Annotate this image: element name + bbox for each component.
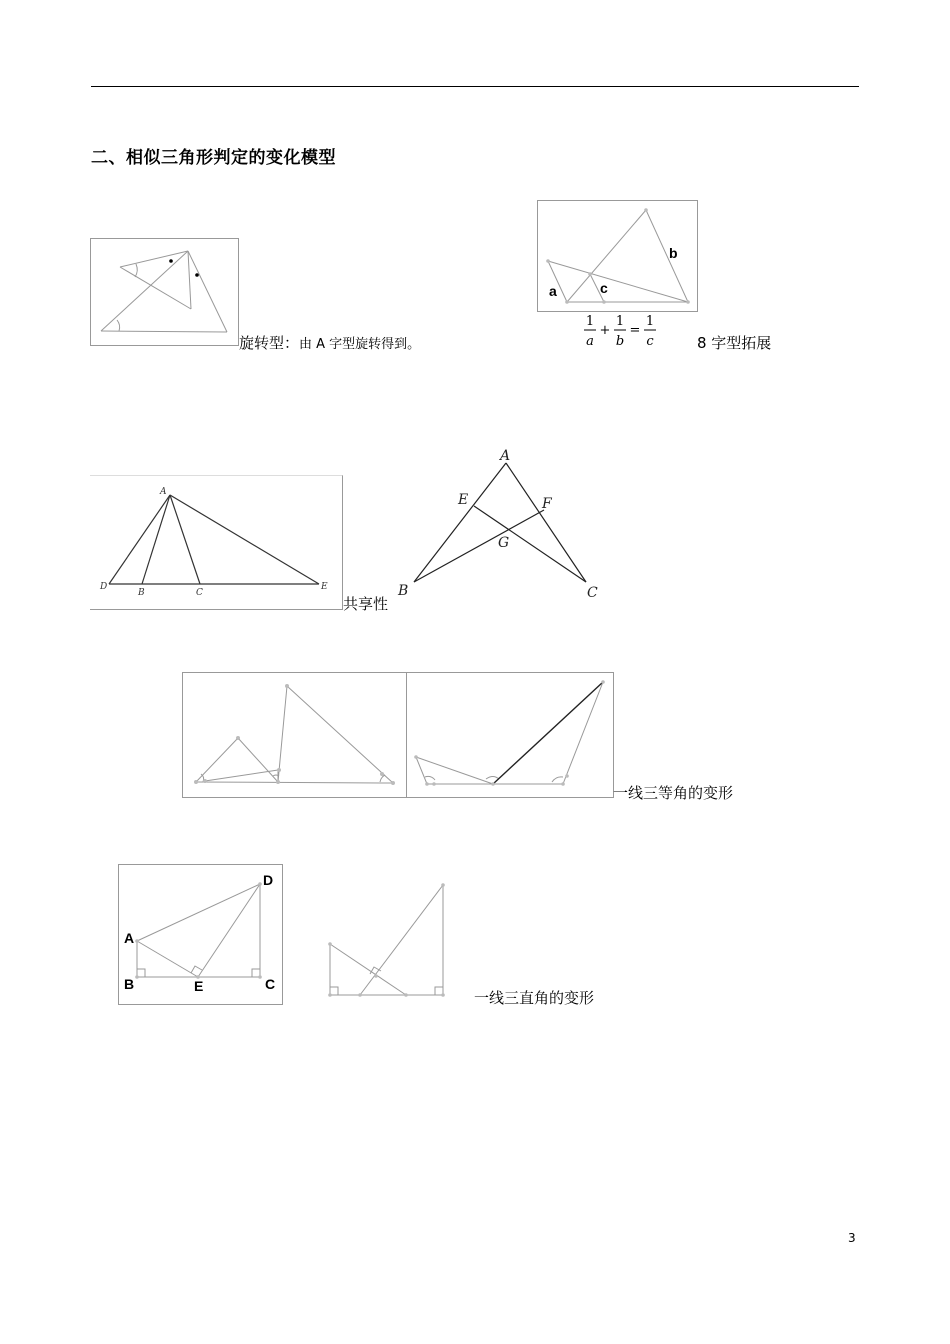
cross-label-G: G [498, 535, 510, 551]
eq-right-point [432, 782, 436, 786]
formula-equals: = [629, 323, 641, 338]
eq-right-point [414, 755, 418, 759]
formula-num-2: 1 [615, 314, 625, 329]
eq-right-point [601, 680, 605, 684]
eq-right-point [561, 782, 565, 786]
shared-figure [90, 475, 343, 610]
eight-line-1 [548, 261, 688, 302]
cross-label-A: A [500, 448, 511, 464]
formula-num-1: 1 [585, 314, 595, 329]
ra-right-point [358, 993, 362, 997]
eq-left-point [380, 772, 384, 776]
ra-left-label-C: C [265, 976, 276, 992]
eq-left-angle-arc [380, 775, 385, 782]
rot-dot-2 [195, 273, 199, 277]
eight-label-a: a [549, 283, 557, 299]
shared-label-D: D [100, 582, 108, 592]
eq-right-point [491, 782, 495, 786]
rot-edge-3 [120, 267, 191, 309]
eq-right-edge [416, 757, 493, 784]
cross-label-B: B [398, 583, 409, 599]
ra-right-edge [360, 885, 443, 995]
eq-left-point [236, 736, 240, 740]
equal-angles-figure-right [406, 672, 614, 798]
rotation-caption-main: 旋转型： [239, 334, 300, 352]
eight-point [686, 300, 690, 304]
ra-right-point [374, 974, 378, 978]
eight-point [546, 259, 550, 263]
eq-right-angle-arc [552, 777, 563, 782]
page-number: 3 [848, 1231, 856, 1245]
eight-point [602, 300, 606, 304]
formula-plus: + [599, 323, 611, 338]
ra-left-right-angle-E [191, 966, 202, 973]
eight-label-b: b [669, 245, 678, 261]
formula-den-1: a [586, 334, 594, 349]
cross-edge-BF [414, 510, 544, 582]
shared-diagram [90, 476, 342, 609]
eq-right-angle-arc [486, 777, 499, 780]
cross-label-F: F [542, 496, 552, 512]
right-angles-caption: 一线三直角的变形 [474, 989, 595, 1007]
rot-edge-1 [120, 251, 188, 267]
shared-edge-AD [109, 495, 170, 584]
eq-left-angle-arc [273, 775, 279, 776]
eq-left-point [277, 768, 281, 772]
right-angles-figure-left [118, 864, 283, 1005]
eq-left-point [276, 780, 280, 784]
equal-angles-figure-left [182, 672, 408, 798]
ra-right-point [328, 993, 332, 997]
ra-left-edge-AE [137, 941, 198, 977]
eight-label-c: c [600, 280, 608, 296]
ra-left-label-B: B [124, 976, 135, 992]
ra-right-point [328, 942, 332, 946]
eq-right-angle-arc [425, 776, 435, 780]
eight-extension-caption: 8 字型拓展 [697, 334, 772, 352]
equal-angles-diagram-left [183, 673, 407, 797]
eq-left-point [391, 781, 395, 785]
formula-num-3: 1 [645, 314, 655, 329]
eight-point [588, 272, 592, 276]
rot-edge-2 [188, 251, 191, 309]
cross-edge-AC [506, 463, 586, 582]
rot-angle-arc-bottom [117, 320, 120, 331]
eq-right-point [425, 782, 429, 786]
ra-right-edge [330, 944, 406, 995]
eq-left-point [285, 684, 289, 688]
eq-left-point [194, 780, 198, 784]
cross-label-C: C [587, 585, 598, 601]
ra-right-point [404, 993, 408, 997]
ra-left-point [135, 939, 139, 943]
equal-angles-caption: 一线三等角的变形 [613, 784, 734, 802]
cross-diagram [392, 446, 612, 606]
cross-label-E: E [458, 492, 469, 508]
eight-extension-diagram [538, 201, 697, 311]
ra-left-point [258, 882, 262, 886]
rotation-figure [90, 238, 239, 346]
reciprocal-formula [580, 312, 660, 352]
rot-edge-6 [188, 251, 227, 332]
rot-edge-5 [101, 331, 227, 332]
ra-left-label-D: D [263, 872, 274, 888]
shared-edge-AB [142, 495, 170, 584]
eight-extension-figure [537, 200, 698, 312]
rotation-caption [239, 332, 420, 353]
right-angles-diagram-right [320, 878, 460, 1008]
header-rule [91, 86, 859, 87]
shared-label-B: B [138, 588, 145, 598]
shared-edge-AC [170, 495, 200, 584]
formula-den-3: c [646, 334, 654, 349]
ra-left-point [258, 975, 262, 979]
shared-label-A: A [160, 487, 167, 497]
eq-right-edge [563, 682, 603, 784]
rot-dot-1 [169, 259, 173, 263]
eq-right-point [565, 774, 569, 778]
ra-left-point [135, 975, 139, 979]
rotation-diagram [91, 239, 238, 345]
rot-angle-arc-top [135, 264, 137, 277]
ra-right-point [441, 993, 445, 997]
rot-edge-4 [101, 251, 188, 331]
eq-left-edge [287, 686, 393, 783]
right-angles-diagram-left [119, 865, 282, 1004]
eq-left-point [203, 779, 207, 783]
shared-label-E: E [321, 582, 328, 592]
equal-angles-diagram-right [407, 673, 613, 797]
formula-den-2: b [615, 334, 625, 349]
rotation-caption-detail: 由 A 字型旋转得到。 [299, 337, 421, 352]
eight-point [565, 300, 569, 304]
section-title: 二、相似三角形判定的变化模型 [91, 148, 336, 168]
shared-edge-AE [170, 495, 319, 584]
ra-left-label-E: E [194, 978, 204, 994]
ra-right-point [441, 883, 445, 887]
ra-left-label-A: A [124, 930, 135, 946]
eq-left-base [196, 782, 393, 783]
ra-right-right-angle [370, 967, 381, 974]
eq-left-edge [278, 686, 287, 782]
eight-point [644, 208, 648, 212]
eight-line-4 [646, 210, 688, 302]
shared-caption: 共享性 [343, 595, 389, 613]
eq-right-main-edge [493, 682, 603, 784]
shared-label-C: C [196, 588, 203, 598]
eq-left-edge [205, 770, 278, 781]
cross-edge-AB [414, 463, 506, 582]
eq-right-edge [416, 757, 427, 784]
